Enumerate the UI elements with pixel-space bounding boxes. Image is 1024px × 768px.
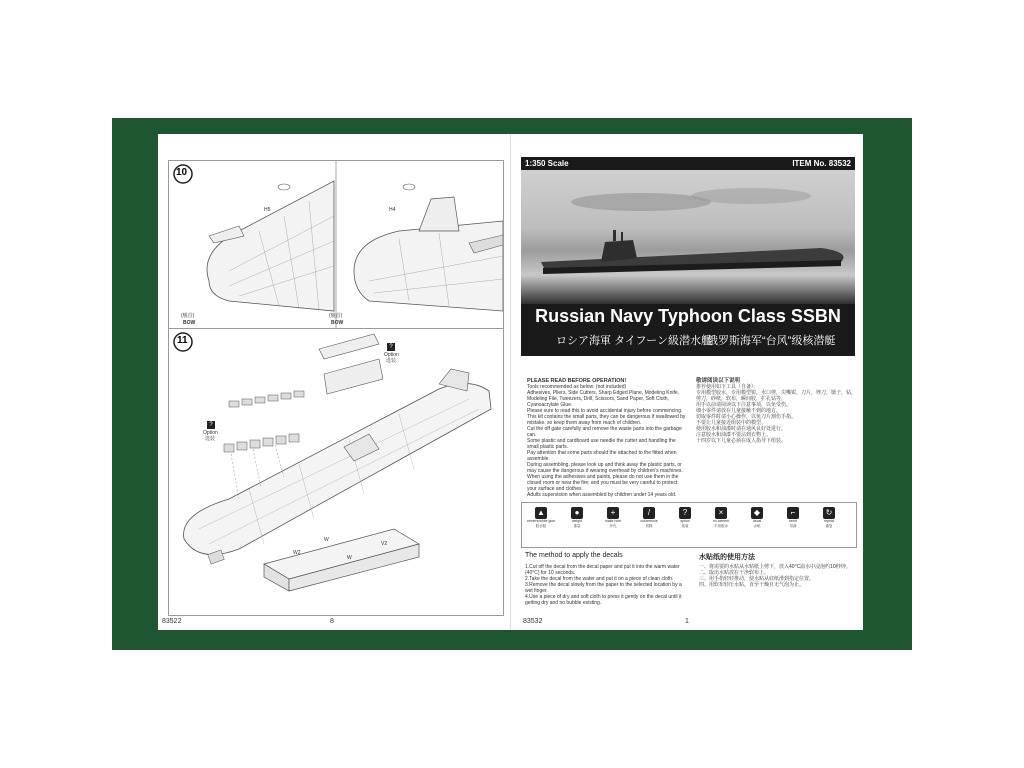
subtitle-chinese: 俄罗斯海军“台风”级核潜艇 [707, 335, 836, 347]
cut-remove-symbol [634, 507, 664, 529]
repeat-symbol [814, 507, 844, 529]
part-v2: V2 [381, 541, 388, 547]
part-h5: H5 [264, 207, 271, 213]
right-page-number: 1 [685, 618, 689, 625]
option-icon-2: ? [207, 421, 215, 429]
symbol-legend [521, 502, 857, 548]
bow-label-cn: (舰首) [181, 313, 195, 319]
decal-heading: The method to apply the decals [525, 552, 623, 559]
decal-steps-cn [699, 564, 859, 588]
submarine-photo [521, 170, 855, 316]
right-page [511, 134, 863, 630]
symbol-label: make hole [604, 519, 622, 523]
warning-line-cn: 专用模型胶水，专用模型钳，水口剪，尖嘴钳，刀片，锉刀，镊子，钻，剪刀，砂纸，软布，瞬间胶，扩孔钻等。 [696, 390, 857, 402]
symbol-label: repeat [824, 519, 834, 523]
product-title: Russian Navy Typhoon Class SSBN [535, 306, 841, 326]
symbol-label: decal [752, 519, 762, 523]
step-10-panel [168, 160, 504, 330]
cement-glue-symbol [526, 507, 556, 529]
symbol-label: option [680, 519, 690, 523]
symbol-label-cn: 重量 [573, 524, 581, 528]
warning-line: Pay attention that some parts should the attached to the fitted when assemble. [527, 450, 677, 462]
glue-icon: ▲ [535, 507, 547, 519]
symbol-label-cn: 重复 [825, 524, 833, 528]
bow-label-en: BOW [183, 320, 196, 326]
repeat-icon: ↻ [823, 507, 835, 519]
knife-icon: / [643, 507, 655, 519]
subtitle-japanese: ロシア海軍 タイフーン級潜水艦 [556, 335, 712, 347]
question-icon: ? [679, 507, 691, 519]
warning-en [527, 378, 687, 498]
decal-heading-cn: 水贴纸的使用方法 [699, 554, 755, 561]
decal-step-cn: 三、用手指轻轻推动，使水贴从底纸滑到指定位置。 [699, 576, 815, 582]
left-page-number: 8 [330, 618, 334, 625]
weight-symbol [562, 507, 592, 529]
step-11-number: 11 [177, 335, 188, 346]
title-band [521, 304, 855, 356]
warning-line: Tools recommended as below: (not included) [527, 384, 627, 390]
warning-line-cn: 注意胶水和油漆不要沾到衣物上。 [696, 432, 772, 438]
decal-step-cn: 四、用软布轻压水贴，直至干燥且无气泡为止。 [699, 582, 805, 588]
decal-step: 1.Cut off the decal from the decal paper and put it into the warm water (40°C) for 10 seconds. [525, 564, 680, 576]
warning-line-cn: 推荐使用如下工具（自备）： [696, 384, 759, 390]
warning-line: Adhesives, Pliers, Side Cutters, Sharp Edged Plane, Modeling Knife, Modeling File, Tweezers, Drill, Scissors, Sand Paper, Soft Cloth, Cyanoacrylate Glue. [527, 390, 680, 408]
option-label: Option [384, 352, 399, 358]
warning-line-cn: 使用胶水和油漆时请在通风良好处进行。 [696, 426, 787, 432]
step-10-number: 10 [176, 167, 188, 178]
symbol-label-cn: 不用胶水 [714, 524, 728, 528]
warning-line-cn: 用手以前请阅读以下注意事项，以免受伤。 [696, 402, 792, 408]
step-11-drawing [169, 329, 503, 615]
symbol-label-cn: 切除 [645, 524, 653, 528]
right-footer-code: 83532 [523, 618, 543, 625]
bend-symbol [778, 507, 808, 529]
bend-icon: ⌐ [787, 507, 799, 519]
symbol-label-cn: 胶水粘 [535, 524, 547, 528]
decal-step: 3.Remove the decal slowly from the paper to the selected location by a wet finger. [525, 582, 682, 594]
option-symbol [670, 507, 700, 529]
option-label-2: Option [203, 430, 218, 436]
no-glue-icon: × [715, 507, 727, 519]
symbol-label-cn: 水贴 [753, 524, 761, 528]
step-11-badge [173, 332, 195, 352]
symbol-label: cement/white glue [526, 519, 556, 523]
drill-icon: + [607, 507, 619, 519]
step-11-panel [168, 328, 504, 616]
no-cement-symbol [706, 507, 736, 529]
warning-line-cn: 不要让儿童接近组装中的模型。 [696, 420, 767, 426]
decal-step-cn: 二、取出水贴放在干净软布上。 [699, 570, 770, 576]
left-page [158, 134, 510, 630]
step-10-badge [173, 164, 195, 184]
bow-label-en-2: BOW [331, 320, 344, 326]
decal-step: 4.Use a piece of dry and soft cloth to press it gently on the decal until it getting dry and no bubble existing. [525, 594, 682, 606]
option-label-cn: 选装 [386, 358, 397, 364]
scale-label: 1:350 Scale [525, 159, 569, 168]
warning-line-cn: 十四岁以下儿童必须在成人指导下组装。 [696, 438, 787, 444]
step-10-drawing [169, 161, 503, 329]
item-number: ITEM No. 83532 [792, 159, 851, 168]
symbol-label: bend [789, 519, 797, 523]
left-footer-code: 83522 [162, 618, 182, 625]
option-icon: ? [387, 343, 395, 351]
symbol-label-cn: 弯曲 [789, 524, 797, 528]
warning-line: This kit contains the small parts, they can be dangerous if swallowed by mistake, so keep them away from reach of children. [527, 414, 686, 426]
decal-steps-en [525, 564, 685, 606]
warning-heading: PLEASE READ BEFORE OPERATION! [527, 378, 627, 384]
symbol-label: weight [571, 519, 583, 523]
warning-line: Adults supervision when assembled by children under 14 years old. [527, 492, 677, 498]
part-w2: W2 [293, 550, 301, 556]
symbol-label: cut/remove [640, 519, 658, 523]
warning-line: Please sure to read this to avoid accidental injury before commencing. [527, 408, 683, 414]
decal-step-cn: 一、将需要的水贴从水贴纸上剪下，放入40°C温水中浸泡约10秒钟。 [699, 564, 851, 570]
warning-line-cn: 细小零件请放在儿童接触不到的地方。 [696, 408, 782, 414]
part-w-b: W [347, 555, 352, 561]
symbol-label-cn: 开孔 [609, 524, 617, 528]
decal-instructions [521, 548, 855, 618]
warning-cn [696, 378, 856, 444]
part-h4: H4 [389, 207, 396, 213]
decal-step: 2.Take the decal from the water and put it on a piece of clean cloth. [525, 576, 674, 582]
warning-heading-cn: 敬请阅读以下说明 [696, 378, 741, 384]
symbol-label: no cement [712, 519, 730, 523]
warning-line-cn: 切取零件时请小心操作，以免刀片割伤手指。 [696, 414, 797, 420]
symbol-label-cn: 选装 [681, 524, 689, 528]
make-hole-symbol [598, 507, 628, 529]
warning-line: When using the adhesives and paints, please do not use them in the closed room or near the fire; and you must be very careful to protect your surface and clothes. [527, 474, 679, 492]
warning-line: Some plastic and cardboard use needle the cutter and handling the small plastic parts. [527, 438, 676, 450]
option-label-2-cn: 选装 [205, 436, 216, 442]
part-w: W [324, 537, 329, 543]
warning-line: During assembling, please look up and think away the plastic parts, or may cause the dangerous if wearing overhead by children's machines. [527, 462, 683, 474]
header-bar [521, 157, 855, 170]
decal-symbol [742, 507, 772, 529]
weight-icon: ● [571, 507, 583, 519]
instruction-sheet [158, 134, 863, 630]
decal-icon: ◆ [751, 507, 763, 519]
bow-label-cn-2: (舰首) [329, 313, 343, 319]
warning-line: Cut the off gate carefully and remove the waste parts into the garbage can. [527, 426, 682, 438]
